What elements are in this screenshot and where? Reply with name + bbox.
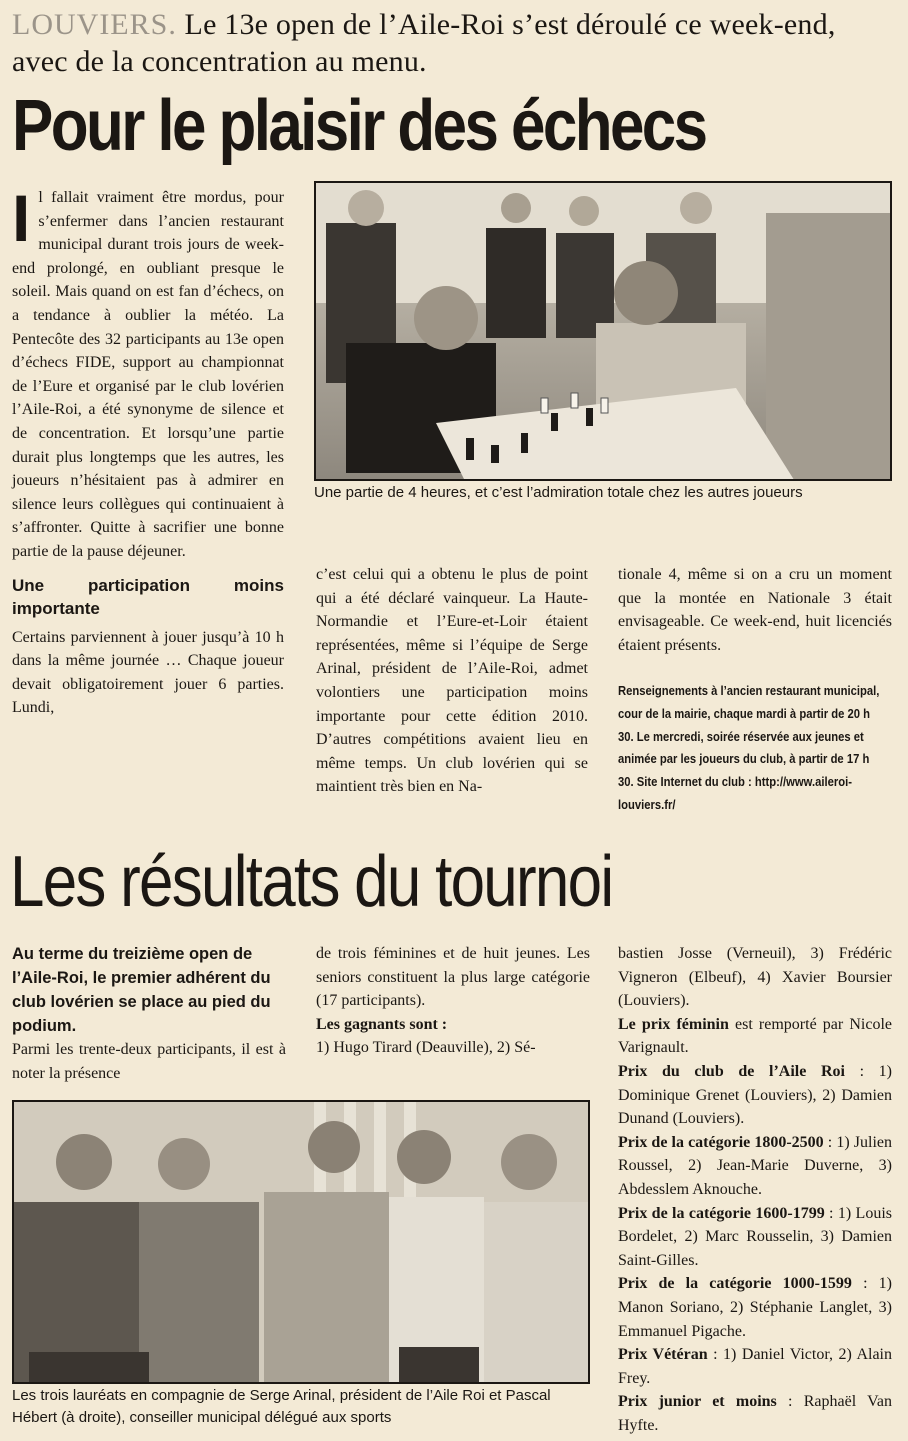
article-column-3 <box>618 563 892 657</box>
article-column-2 <box>316 563 588 799</box>
winners-label: Les gagnants sont : <box>316 1015 448 1033</box>
results-column-3 <box>618 942 892 1437</box>
winners-start: 1) Hugo Tirard (Deauville), 2) Sé- <box>316 1039 536 1057</box>
prize-label: Prix de la catégorie 1600-1799 <box>618 1204 825 1222</box>
prize-text: : 1) Julien Roussel, 2) Jean-Marie Duverne, 3) Abdesslem Aknouche. <box>618 1133 892 1198</box>
prize-5 <box>618 1343 892 1390</box>
results-column-2 <box>316 942 590 1060</box>
kicker-city: LOUVIERS. <box>12 8 177 41</box>
kicker-text: Le 13e open de l’Aile-Roi s’est déroulé ce week-end, avec de la concentration au menu. <box>12 8 836 78</box>
photo1-caption: Une partie de 4 heures, et c’est l’admiration totale chez les autres joueurs <box>314 484 803 501</box>
article-column-3-text: tionale 4, même si on a cru un moment que la montée en Nationale 3 était envisageable. Ce week-end, huit licenciés étaient présents. <box>618 566 892 654</box>
photo2-caption: Les trois lauréats en compagnie de Serge Arinal, président de l’Aile Roi et Pascal Hébert (à droite), conseiller municipal délégué aux sports <box>12 1387 551 1426</box>
winners-photo <box>12 1100 590 1384</box>
article-paragraph-1: l fallait vraiment être mordus, pour s’enfermer dans l’ancien restaurant municipal durant trois jours de week-end prolongé, en oubliant presque le soleil. Mais quand on est fan d’échecs, on a tendance à oublier la météo. La Pentecôte des 32 participants au 13e open d’échecs FIDE, support au championnat de l’Eure et organisé par le club lovérien l’Aile-Roi, a été synonyme de silence et de concentration. Et lorsqu’une partie durait plus longtemps que les autres, les joueurs n’hésitaient pas à admirer en silence leurs collègues qui continuaient à s’affronter. Quitte à sacrifier une bonne partie de la pause déjeuner. <box>12 189 284 560</box>
prize-text: : 1) Dominique Grenet (Louviers), 2) Damien Dunand (Louviers). <box>618 1062 892 1128</box>
prize-label: Prix Vétéran <box>618 1346 708 1364</box>
prize-label: Le prix féminin <box>618 1015 729 1033</box>
results-column-1 <box>12 942 286 1085</box>
article-paragraph-2: Certains parviennent à jouer jusqu’à 10 h dans la même journée … Chaque joueur devait obligatoirement jouer 6 parties. Lundi, <box>12 628 284 717</box>
prize-text: : Raphaël Van Hyfte. <box>618 1393 892 1434</box>
prize-3 <box>618 1202 892 1273</box>
prize-label: Prix de la catégorie 1800-2500 <box>618 1133 824 1151</box>
prize-0 <box>618 1013 892 1060</box>
results-headline: Les résultats du tournoi <box>10 842 613 922</box>
prize-label: Prix du club de l’Aile Roi <box>618 1062 845 1080</box>
winners-image <box>14 1102 590 1384</box>
chess-game-photo <box>314 181 892 481</box>
prize-text: : 1) Daniel Victor, 2) Alain Frey. <box>618 1346 892 1387</box>
results-lead: Au terme du treizième open de l’Aile-Roi, le premier adhérent du club lovérien se place au pied du podium. <box>12 945 271 1035</box>
results-col1-text: Parmi les trente-deux participants, il est à noter la présence <box>12 1041 286 1082</box>
info-box: Renseignements à l’ancien restaurant municipal, cour de la mairie, chaque mardi à partir de 20 h 30. Le mercredi, soirée réservée aux jeunes et animée par les joueurs du club, à partir de 17 h 30. Site Internet du club : http://www.aileroi-louviers.fr/ <box>618 684 880 812</box>
headline: Pour le plaisir des échecs <box>12 86 706 166</box>
drop-cap: I <box>12 181 31 255</box>
prize-2 <box>618 1131 892 1202</box>
prize-label: Prix junior et moins <box>618 1393 777 1411</box>
kicker <box>12 6 892 80</box>
winners-cont: bastien Josse (Verneuil), 3) Frédéric Vigneron (Elbeuf), 4) Xavier Boursier (Louviers). <box>618 945 892 1010</box>
prize-text: : 1) Manon Soriano, 2) Stéphanie Langlet, 3) Emmanuel Pigache. <box>618 1275 892 1340</box>
results-col2-text: de trois féminines et de huit jeunes. Les seniors constituent la plus large catégorie (17 participants). <box>316 945 590 1010</box>
prize-text: : 1) Louis Bordelet, 2) Marc Rousselin, 3) Damien Saint-Gilles. <box>618 1204 892 1269</box>
prize-text: est remporté par Nicole Varignault. <box>618 1015 892 1057</box>
chess-game-image <box>316 183 892 481</box>
prize-6 <box>618 1390 892 1437</box>
article-column-1 <box>12 181 284 720</box>
article-column-2-text: c’est celui qui a obtenu le plus de point qui a été déclaré vainqueur. La Haute-Normandie et l’Eure-et-Loir étaient représentées, même si l’équipe de Serge Arinal, président de l’Aile-Roi, admet volontiers une participation moins importante pour cette édition 2010. D’autres compétitions avaient lieu en même temps. Un club lovérien qui se maintient très bien en Na- <box>316 566 588 796</box>
prize-1 <box>618 1060 892 1131</box>
prize-label: Prix de la catégorie 1000-1599 <box>618 1275 852 1293</box>
prize-4 <box>618 1272 892 1343</box>
subhead: Une participation moins importante <box>12 575 284 618</box>
